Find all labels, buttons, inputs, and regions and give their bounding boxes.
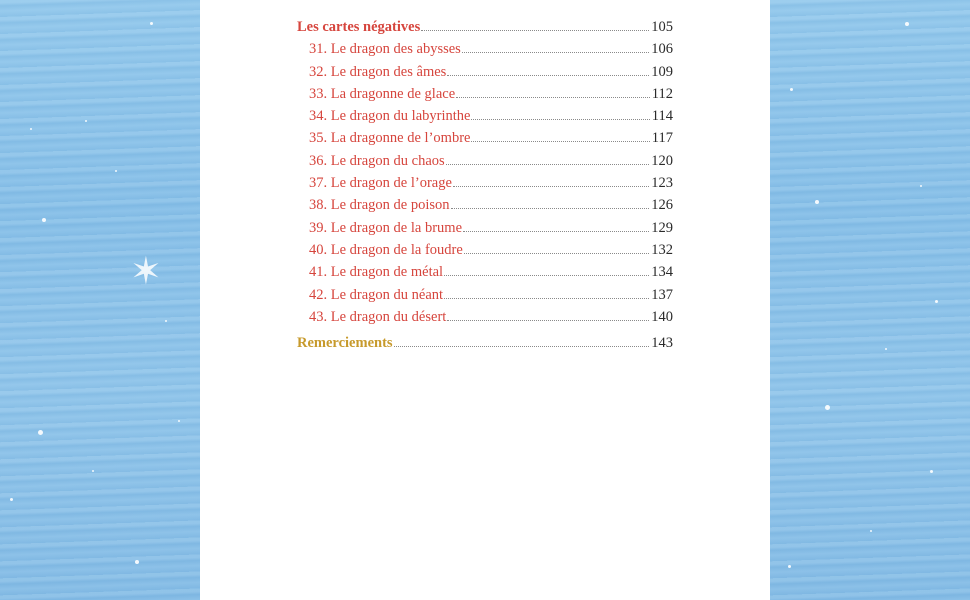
toc-entry[interactable]: [297, 105, 673, 127]
sparkle-dot: [38, 430, 43, 435]
toc-section-label: Les cartes négatives: [297, 19, 421, 35]
toc-entry[interactable]: [297, 217, 673, 239]
dot-leader: [464, 253, 649, 254]
toc-page-number: 134: [651, 264, 673, 281]
sparkle-dot: [150, 22, 153, 25]
toc-page-number: 105: [651, 19, 673, 35]
toc-entry[interactable]: [297, 127, 673, 149]
sparkle-dot: [815, 200, 819, 204]
sparkle-dot: [825, 405, 830, 410]
toc-entry-label: 42. Le dragon du néant: [309, 286, 444, 303]
sparkle-dot: [42, 218, 46, 222]
sparkle-dot: [92, 470, 94, 472]
sparkle-dot: [935, 300, 938, 303]
toc-entry-label: 41. Le dragon de métal: [309, 264, 444, 281]
sparkle-dot: [920, 185, 922, 187]
sparkle-dot: [870, 530, 872, 532]
toc-page-number: 120: [651, 152, 673, 169]
toc-page-number: 140: [651, 308, 673, 325]
toc-entry-label: 35. La dragonne de l’ombre: [309, 130, 471, 147]
toc-page-number: 114: [651, 108, 673, 125]
table-of-contents: [297, 16, 673, 354]
sparkle-dot: [30, 128, 32, 130]
dot-leader: [471, 119, 649, 120]
sparkle-dot: [905, 22, 909, 26]
toc-page-number: 109: [651, 63, 673, 80]
toc-entry-label: 36. Le dragon du chaos: [309, 152, 445, 169]
dot-leader: [444, 275, 649, 276]
toc-entry-label: 32. Le dragon des âmes: [309, 63, 447, 80]
sparkle-dot: [930, 470, 933, 473]
dot-leader: [394, 346, 650, 347]
dot-leader: [456, 97, 650, 98]
toc-entry-label: 34. Le dragon du labyrinthe: [309, 108, 471, 125]
toc-page-number: 112: [651, 85, 673, 102]
watercolor-background-right: [770, 0, 970, 600]
sparkle-dot: [10, 498, 13, 501]
toc-entry-label: 37. Le dragon de l’orage: [309, 175, 452, 192]
sparkle-dot: [790, 88, 793, 91]
book-page: [200, 0, 770, 600]
toc-entry-label: 38. Le dragon de poison: [309, 197, 450, 214]
dot-leader: [421, 30, 649, 31]
toc-entry[interactable]: [297, 239, 673, 261]
toc-section-negative[interactable]: [297, 16, 673, 38]
sparkle-dot: [165, 320, 167, 322]
toc-entry-label: 33. La dragonne de glace: [309, 85, 456, 102]
toc-entry[interactable]: [297, 172, 673, 194]
sparkle-dot: [885, 348, 887, 350]
toc-entry[interactable]: [297, 38, 673, 60]
toc-entry-label: 43. Le dragon du désert: [309, 308, 447, 325]
toc-page-number: 123: [651, 175, 673, 192]
toc-page-number: 126: [651, 197, 673, 214]
dot-leader: [453, 186, 649, 187]
toc-entry[interactable]: [297, 261, 673, 283]
toc-entry-label: 40. Le dragon de la foudre: [309, 241, 463, 258]
toc-page-number: 137: [651, 286, 673, 303]
dot-leader: [471, 141, 649, 142]
toc-section-label: Remerciements: [297, 335, 393, 352]
toc-entry-label: 31. Le dragon des abysses: [309, 41, 461, 58]
dot-leader: [451, 208, 650, 209]
dot-leader: [447, 320, 649, 321]
sparkle-dot: [115, 170, 117, 172]
toc-entry[interactable]: [297, 61, 673, 83]
dot-leader: [463, 231, 649, 232]
sparkle-dot: [85, 120, 87, 122]
toc-entry[interactable]: [297, 83, 673, 105]
toc-page-number: 143: [651, 335, 673, 352]
toc-section-thanks[interactable]: [297, 332, 673, 354]
dot-leader: [462, 52, 649, 53]
toc-page-number: 106: [651, 41, 673, 58]
toc-page-number: 132: [651, 241, 673, 258]
dot-leader: [446, 164, 650, 165]
watercolor-background-left: [0, 0, 200, 600]
star-icon: ✶: [130, 249, 162, 293]
toc-entry-label: 39. Le dragon de la brume: [309, 219, 463, 236]
toc-entry[interactable]: [297, 284, 673, 306]
sparkle-dot: [178, 420, 180, 422]
toc-entry[interactable]: [297, 194, 673, 216]
toc-entry[interactable]: [297, 150, 673, 172]
toc-entry[interactable]: [297, 306, 673, 328]
toc-page-number: 117: [651, 130, 673, 147]
sparkle-dot: [788, 565, 791, 568]
dot-leader: [447, 75, 649, 76]
sparkle-dot: [135, 560, 139, 564]
toc-page-number: 129: [651, 219, 673, 236]
dot-leader: [444, 298, 649, 299]
